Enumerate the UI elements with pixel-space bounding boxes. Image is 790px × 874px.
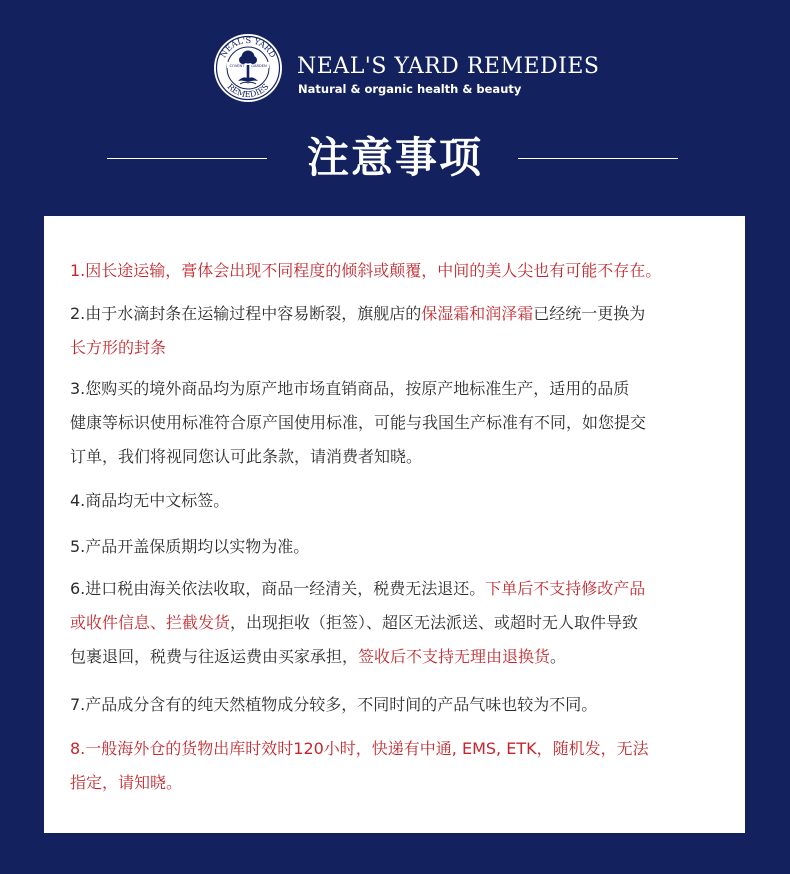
- note-2-highlight: 保湿霜和润泽霜: [421, 304, 534, 323]
- note-3: [70, 372, 730, 474]
- note-3-line-1: 3.您购买的境外商品均为原产地市场直销商品，按原产地标准生产，适用的品质: [70, 379, 630, 398]
- note-3-line-2: 健康等标识使用标准符合原产国使用标准，可能与我国生产标准有不同，如您提交: [70, 413, 647, 432]
- title-divider-left: [107, 158, 267, 159]
- note-8-line-1: 8.一般海外仓的货物出库时效时120小时，快递有中通, EMS, ETK，随机发，无法: [70, 739, 649, 758]
- note-2-text-a: 2.由于水滴封条在运输过程中容易断裂，旗舰店的: [70, 304, 422, 323]
- note-6-highlight-c: 签收后不支持无理由退换货: [358, 647, 551, 666]
- brand-tagline: Natural & organic health & beauty: [298, 82, 522, 96]
- note-2-text-c: 已经统一更换为: [533, 304, 646, 323]
- note-6-text-d: 。: [550, 647, 567, 666]
- note-4-text: 4.商品均无中文标签。: [70, 491, 230, 510]
- header: [0, 0, 790, 215]
- note-8: [70, 732, 730, 800]
- brand-logo: [212, 32, 284, 104]
- note-7: [70, 688, 730, 722]
- note-2-highlight-line2: 长方形的封条: [70, 338, 167, 357]
- title-divider-right: [518, 158, 678, 159]
- note-6-text-a: 6.进口税由海关依法收取，商品一经清关，税费无法退还。: [70, 579, 486, 598]
- logo-emblem-icon: [212, 32, 284, 104]
- note-1: [70, 254, 730, 288]
- note-7-text: 7.产品成分含有的纯天然植物成分较多，不同时间的产品气味也较为不同。: [70, 695, 598, 714]
- note-5: [70, 530, 730, 564]
- note-6-text-c: 包裹退回，税费与往返运费由买家承担，: [70, 647, 359, 666]
- note-3-line-3: 订单，我们将视同您认可此条款，请消费者知晓。: [70, 447, 423, 466]
- note-8-line-2: 指定，请知晓。: [70, 773, 183, 792]
- notice-panel: [44, 216, 745, 833]
- logo-ring-bottom-text: REMEDIES: [225, 81, 271, 100]
- brand-name: NEAL'S YARD REMEDIES: [297, 54, 600, 79]
- page-title: 注意事项: [306, 133, 483, 182]
- logo-ring-top-text: NEAL'S YARD: [217, 34, 279, 60]
- note-6: [70, 572, 730, 674]
- note-6-highlight-b: 或收件信息、拦截发货: [70, 613, 231, 632]
- logo-inner-right-text: GARDEN: [251, 64, 267, 68]
- note-1-text: 1.因长途运输，膏体会出现不同程度的倾斜或颠覆，中间的美人尖也有可能不存在。: [70, 261, 662, 280]
- note-6-text-b: ，出现拒收（拒签）、超区无法派送、或超时无人取件导致: [230, 613, 639, 632]
- logo-inner-left-text: COVENT: [229, 64, 245, 68]
- note-6-highlight-a: 下单后不支持修改产品: [485, 579, 646, 598]
- note-2: [70, 297, 730, 365]
- note-4: [70, 484, 730, 518]
- note-5-text: 5.产品开盖保质期均以实物为准。: [70, 537, 310, 556]
